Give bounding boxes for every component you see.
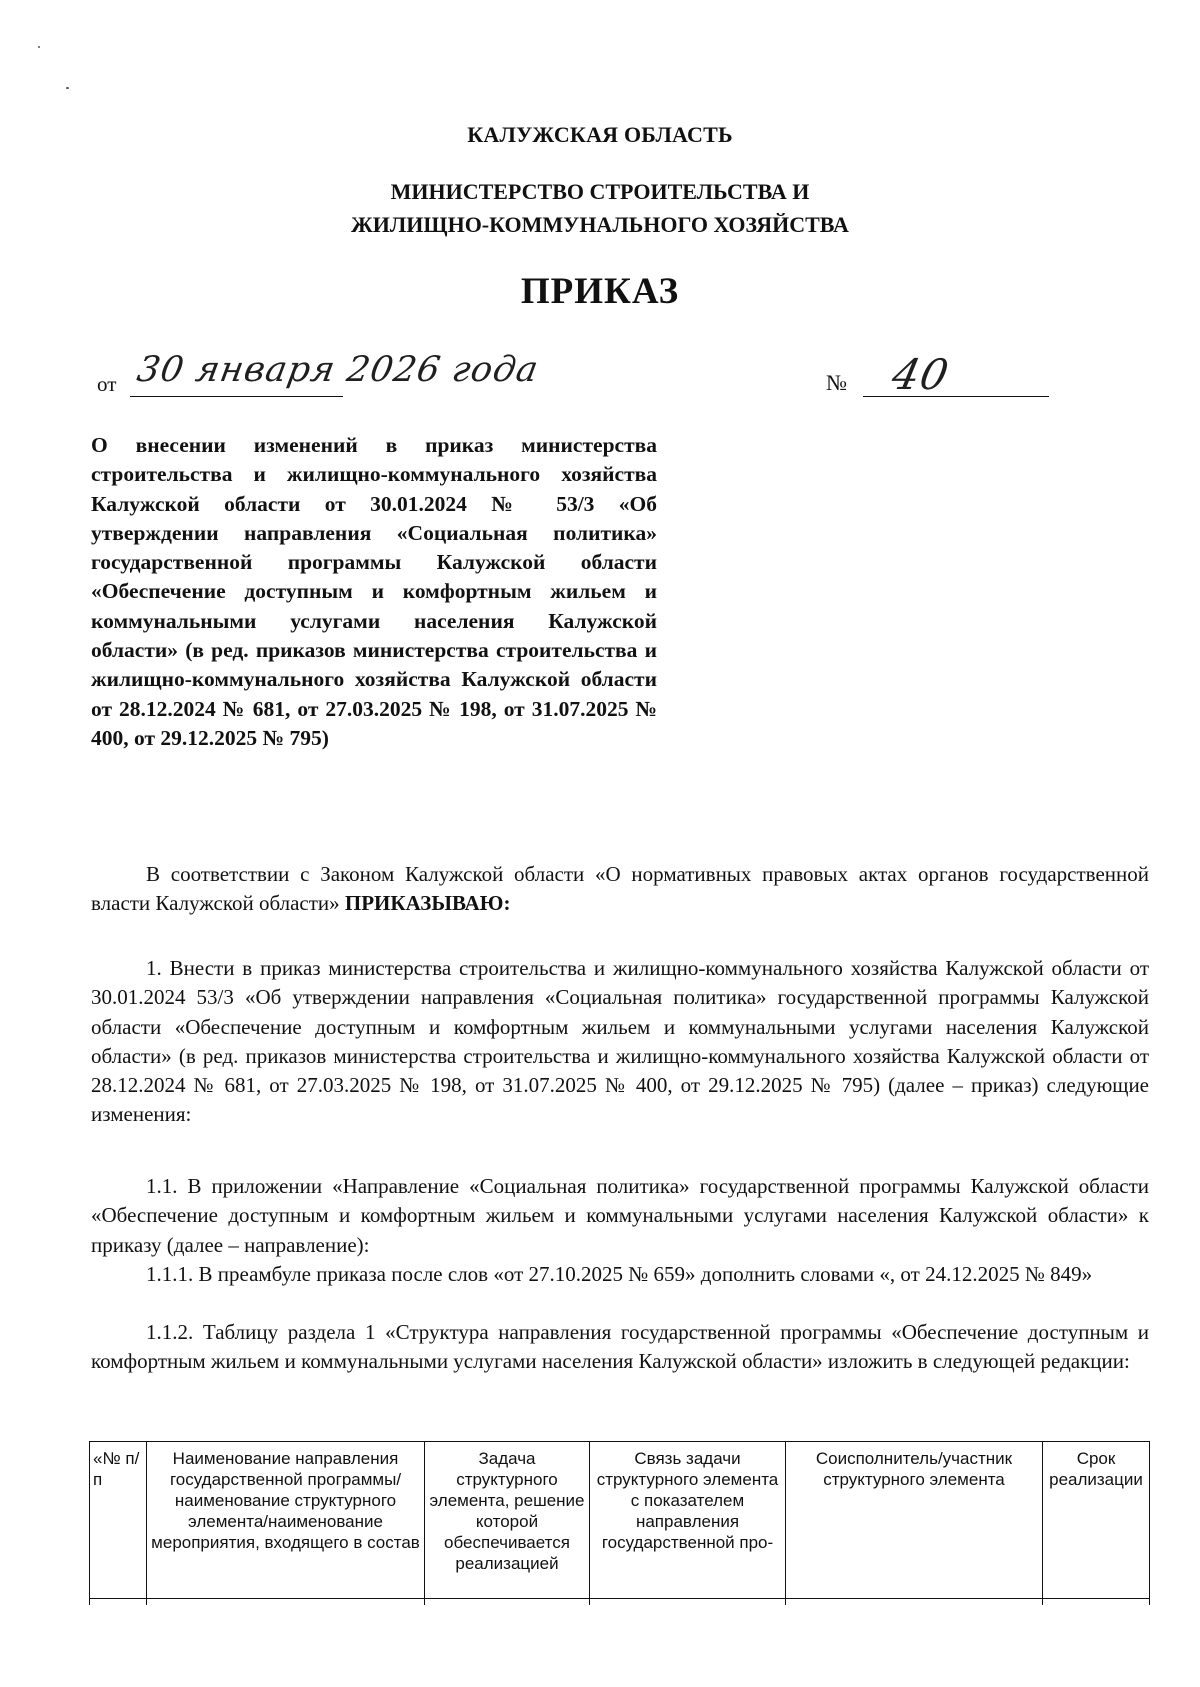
table-header-cell: Срок реализации bbox=[1043, 1442, 1150, 1599]
table-cell bbox=[786, 1599, 1043, 1606]
table-header-cell: «№ п/п bbox=[90, 1442, 147, 1599]
table-cell bbox=[1043, 1599, 1150, 1606]
table-header-cell: Задача структурного элемента, решение которой обеспечивается реализацией bbox=[425, 1442, 590, 1599]
paragraph-1-1: 1.1. В приложении «Направление «Социальная политика» государственной программы Калужской области «Обеспечение доступным и комфортным жильем и коммунальными услугами населения Калужской области» к приказу (далее – направление): bbox=[91, 1174, 1149, 1257]
ministry-line-2: ЖИЛИЩНО-КОММУНАЛЬНОГО ХОЗЯЙСТВА bbox=[351, 212, 849, 237]
table-row bbox=[90, 1599, 1150, 1606]
table-header-cell: Наименование направления государственной программы/наименование структурного элемента/наименование мероприятия, входящего в состав bbox=[147, 1442, 425, 1599]
paragraph-1: 1. Внести в приказ министерства строительства и жилищно-коммунального хозяйства Калужской области от 30.01.2024 53/3 «Об утверждении направления «Социальная политика» государственной программы Калужской области «Обеспечение доступным и комфортным жильем и коммунальными услугами населения Калужской области» (в ред. приказов министерства строительства и жилищно-коммунального хозяйства Калужской области от 28.12.2024 № 681, от 27.03.2025 № 198, от 31.07.2025 № 400, от 29.12.2025 № 795) (далее – приказ) следующие изменения: bbox=[91, 956, 1149, 1127]
date-underline bbox=[130, 396, 343, 397]
table-header-cell: Связь задачи структурного элемента с показателем направления государственной про- bbox=[590, 1442, 786, 1599]
table-cell bbox=[90, 1599, 147, 1606]
table-header-row bbox=[90, 1442, 1150, 1599]
handwritten-date: 30 января 2026 года bbox=[134, 350, 542, 390]
order-keyword: ПРИКАЗЫВАЮ: bbox=[344, 891, 511, 916]
table-cell bbox=[590, 1599, 786, 1606]
structure-table bbox=[89, 1441, 1150, 1605]
table-cell bbox=[425, 1599, 590, 1606]
ministry-heading bbox=[0, 175, 1200, 241]
paragraph-1-1-1: 1.1.1. В преамбуле приказа после слов «от 27.10.2025 № 659» дополнить словами «, от 24.12.2025 № 849» bbox=[146, 1262, 1093, 1286]
ministry-line-1: МИНИСТЕРСТВО СТРОИТЕЛЬСТВА И bbox=[390, 179, 810, 204]
region-heading: КАЛУЖСКАЯ ОБЛАСТЬ bbox=[467, 122, 733, 147]
table-cell bbox=[147, 1599, 425, 1606]
preamble-paragraph bbox=[91, 860, 1149, 919]
order-title-block: О внесении изменений в приказ министерства строительства и жилищно-коммунального хозяйства Калужской области от 30.01.2024 № 53/3 «Об утверждении направления «Социальная политика» государственной программы Калужской области «Обеспечение доступным и комфортным жильем и коммунальными услугами населения Калужской области» (в ред. приказов министерства строительства и жилищно-коммунального хозяйства Калужской области от 28.12.2024 № 681, от 27.03.2025 № 198, от 31.07.2025 № 400, от 29.12.2025 № 795) bbox=[91, 433, 657, 750]
document-type-title: ПРИКАЗ bbox=[520, 271, 680, 312]
date-prefix-label: от bbox=[97, 372, 117, 396]
paragraph-1-1-2: 1.1.2. Таблицу раздела 1 «Структура направления государственной программы «Обеспечение доступным и комфортным жильем и коммунальными услугами населения Калужской области» изложить в следующей редакции: bbox=[91, 1320, 1149, 1374]
preamble-text: В соответствии с Законом Калужской области «О нормативных правовых актах органов государственной власти Калужской области» bbox=[91, 862, 1149, 916]
handwritten-number: 40 bbox=[887, 350, 954, 399]
number-label: № bbox=[826, 370, 847, 395]
table-header-cell: Соисполнитель/участник структурного элемента bbox=[786, 1442, 1043, 1599]
